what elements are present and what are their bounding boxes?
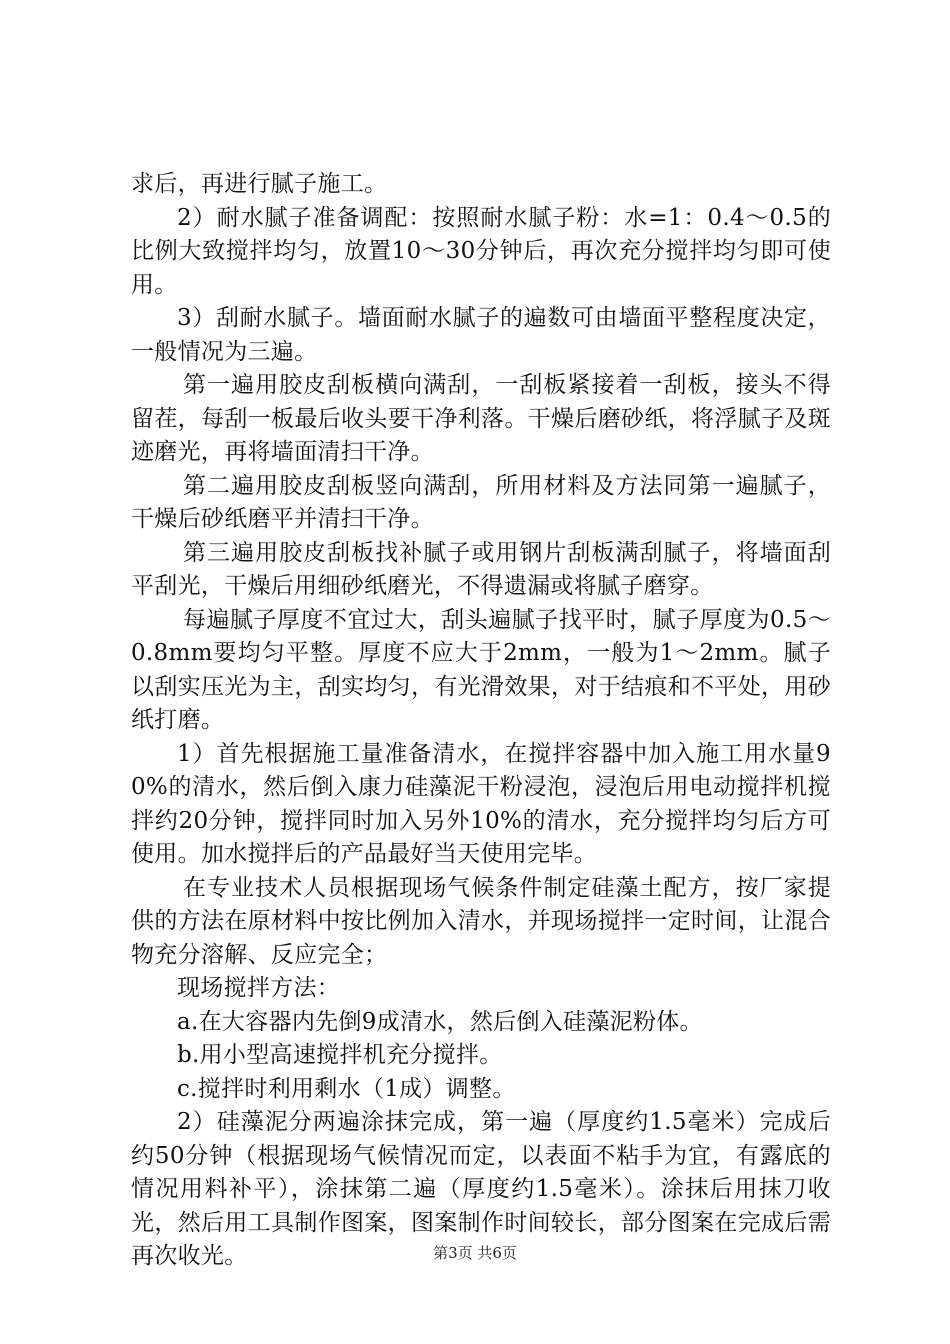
- list-item-step-c: c.搅拌时利用剩水（1成）调整。: [177, 1075, 516, 1102]
- paragraph-continuation: 求后，再进行腻子施工。: [131, 171, 388, 197]
- paragraph-third-coat: 第三遍用胶皮刮板找补腻子或用钢片刮板满刮腻子，将墙面刮平刮光，干燥后用细砂纸磨光，不得遗漏或将腻子磨穿。: [131, 539, 831, 599]
- paragraph-application-coats: 2）硅藻泥分两遍涂抹完成，第一遍（厚度约1.5毫米）完成后约50分钟（根据现场气候情况而定，以表面不粘手为宜，有露底的情况用料补平），涂抹第二遍（厚度约1.5毫米）。涂抹后用抹刀收光，然后用工具制作图案，图案制作时间较长，部分图案在完成后需再次收光。: [131, 1109, 831, 1269]
- paragraph-diatom-mud-prep: 1）首先根据施工量准备清水，在搅拌容器中加入施工用水量90%的清水，然后倒入康力硅藻泥干粉浸泡，浸泡后用电动搅拌机搅拌约20分钟，搅拌同时加入另外10%的清水，充分搅拌均匀后方可使用。加水搅拌后的产品最好当天使用完毕。: [131, 740, 831, 867]
- paragraph-second-coat: 第二遍用胶皮刮板竖向满刮，所用材料及方法同第一遍腻子，干燥后砂纸磨平并清扫干净。: [131, 472, 831, 532]
- list-item-step-b: b.用小型高速搅拌机充分搅拌。: [177, 1042, 503, 1068]
- paragraph-mixing-method-heading: 现场搅拌方法：: [177, 975, 341, 1001]
- page-number-footer: 第3页 共6页: [433, 1244, 517, 1262]
- document-body: [131, 168, 831, 1274]
- paragraph-coat-thickness: 每遍腻子厚度不宜过大，刮头遍腻子找平时，腻子厚度为0.5～0.8mm要均匀平整。厚度不应大于2mm，一般为1～2mm。腻子以刮实压光为主，刮实均匀，有光滑效果，对于结痕和不平处，用砂纸打磨。: [131, 606, 831, 733]
- paragraph-first-coat: 第一遍用胶皮刮板横向满刮，一刮板紧接着一刮板，接头不得留茬，每刮一板最后收头要干净利落。干燥后磨砂纸，将浮腻子及斑迹磨光，再将墙面清扫干净。: [131, 372, 831, 465]
- list-item-step-a: a.在大容器内先倒9成清水，然后倒入硅藻泥粉体。: [177, 1008, 703, 1035]
- paragraph-putty-mixing: 2）耐水腻子准备调配：按照耐水腻子粉：水=1：0.4～0.5的比例大致搅拌均匀，放置10～30分钟后，再次充分搅拌均匀即可使用。: [131, 204, 831, 298]
- paragraph-formula: 在专业技术人员根据现场气候条件制定硅藻土配方，按厂家提供的方法在原材料中按比例加入清水，并现场搅拌一定时间，让混合物充分溶解、反应完全；: [131, 874, 831, 968]
- paragraph-putty-application: 3）刮耐水腻子。墙面耐水腻子的遍数可由墙面平整程度决定，一般情况为三遍。: [131, 305, 831, 365]
